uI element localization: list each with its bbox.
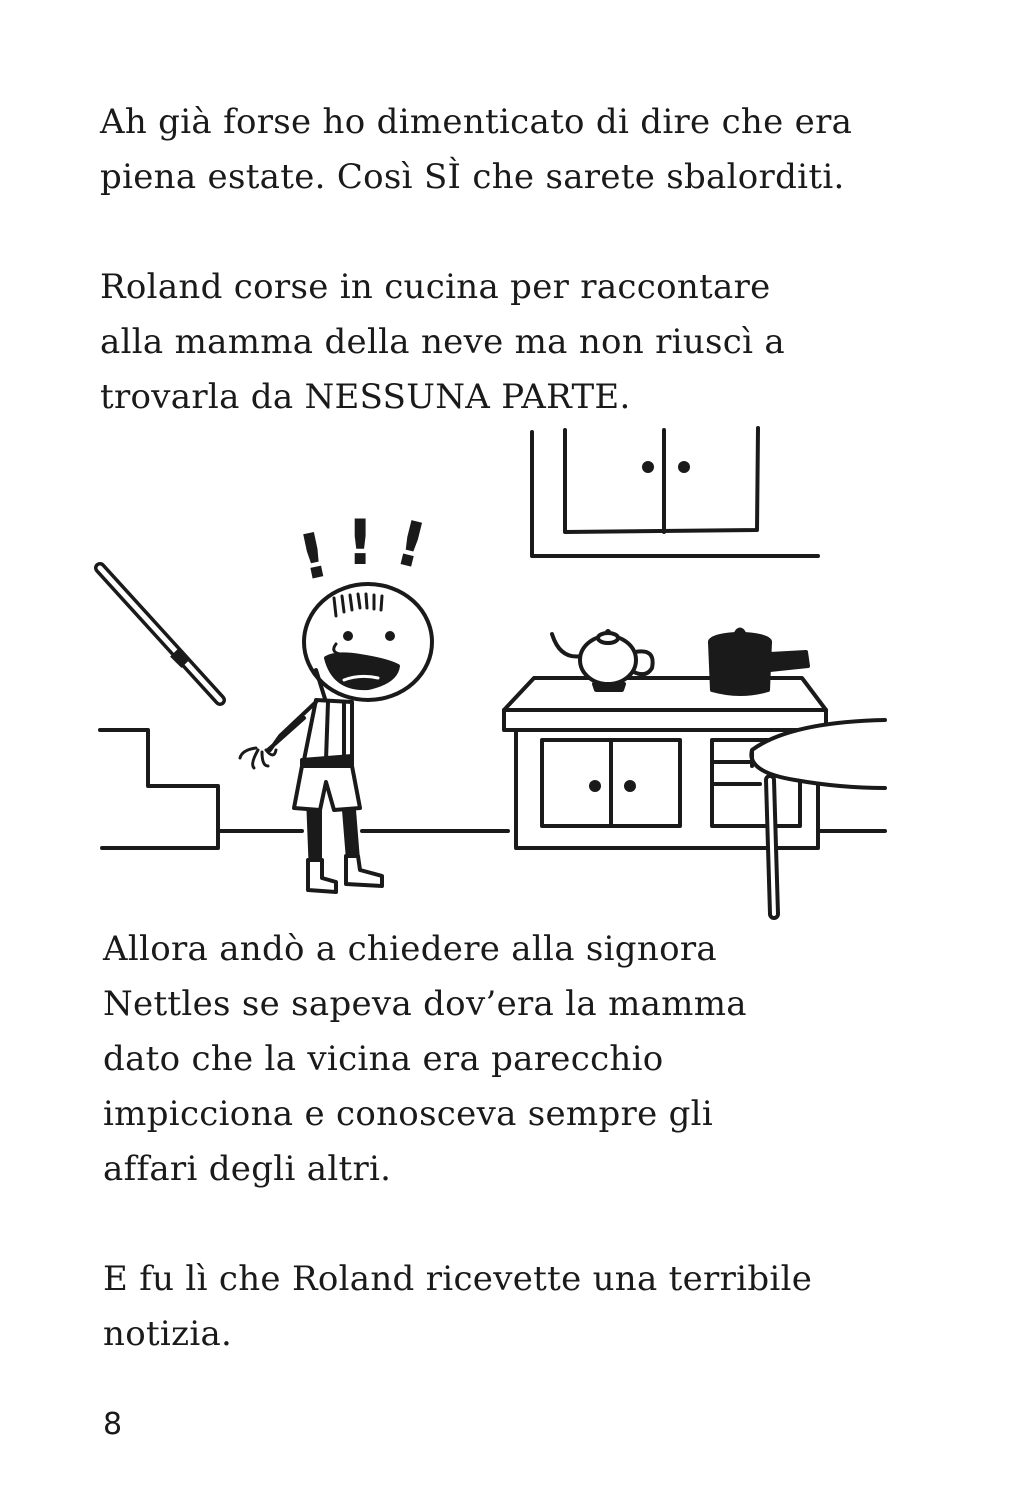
text-line: Nettles se sapeva dov’era la mamma xyxy=(103,984,747,1024)
exclamation-mark: ! xyxy=(292,517,335,595)
boy-character xyxy=(240,584,432,892)
text-line: impicciona e conosceva sempre gli xyxy=(103,1094,714,1134)
page-number: 8 xyxy=(103,1407,123,1442)
paragraph-neighbor xyxy=(103,922,747,1197)
exclamation-mark: ! xyxy=(346,506,375,579)
text-line: E fu lì che Roland ricevette una terribile xyxy=(103,1259,813,1299)
text-line: Allora andò a chiedere alla signora xyxy=(103,929,717,969)
text-line: affari degli altri. xyxy=(103,1149,392,1189)
text-line: Roland corse in cucina per raccontare xyxy=(100,267,771,307)
paragraph-news xyxy=(103,1252,812,1362)
text-line: Ah già forse ho dimenticato di dire che era xyxy=(100,102,853,142)
stair-railing xyxy=(100,568,220,700)
wall-cabinet xyxy=(532,428,818,556)
text-line: dato che la vicina era parecchio xyxy=(103,1039,664,1079)
text-line: piena estate. Così SÌ che sarete sbalorditi. xyxy=(100,157,845,197)
text-line: alla mamma della neve ma non riuscì a xyxy=(100,322,785,362)
exclamation-mark: ! xyxy=(388,505,434,584)
paragraph-kitchen xyxy=(100,260,785,425)
exclamation-marks xyxy=(292,506,434,595)
kitchen-illustration xyxy=(90,420,900,920)
text-line: notizia. xyxy=(103,1314,233,1354)
stairs xyxy=(100,730,218,848)
text-line: trovarla da NESSUNA PARTE. xyxy=(100,377,631,417)
paragraph-summer xyxy=(100,95,852,205)
kitchen-table xyxy=(751,720,885,914)
